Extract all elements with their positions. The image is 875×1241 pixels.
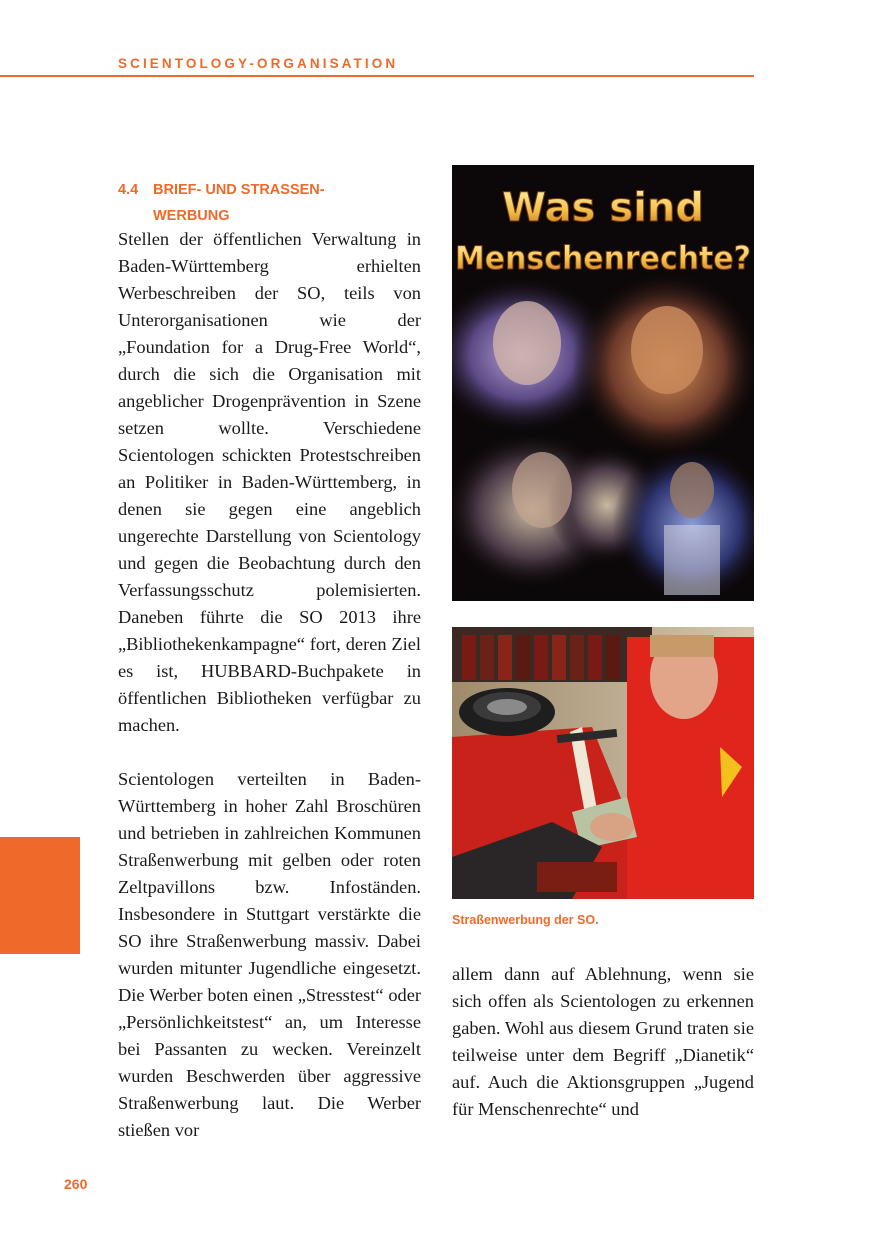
poster-photo — [452, 165, 754, 601]
figure-caption: Straßenwerbung der SO. — [452, 913, 599, 927]
right-column — [452, 961, 754, 1123]
header-rule — [0, 75, 754, 77]
poster-illustration — [452, 165, 754, 601]
paragraph-3: allem dann auf Ablehnung, wenn sie sich offen als Scientologen zu erkennen gaben. Wohl aus diesem Grund traten sie teilweise unter dem Begriff „Dianetik“ auf. Auch die Aktionsgruppen „Jugend für Menschenrechte“ und — [452, 964, 754, 1119]
poster-title-line-1: Was sind — [501, 185, 705, 231]
paragraph-1: Stellen der öffentlichen Verwaltung in Baden-Württemberg erhielten Werbeschreiben der SO, teils von Unterorganisationen wie der „Foundation for a Drug-Free World“, durch die sich die Organisation mit angeblicher Drogenprävention in Szene setzen wollte. Verschiedene Scientologen schickten Protestschreiben an Politiker in Baden-Württemberg, in denen sie gegen eine angeblich ungerechte Darstellung von Scientology und gegen die Beobachtung durch den Verfassungsschutz polemisierten. Daneben führte die SO 2013 ihre „Bibliothekenkampagne“ fort, deren Ziel es ist, HUBBARD-Buchpakete in öffentlichen Bibliotheken verfügbar zu machen. — [118, 229, 421, 735]
section-heading — [118, 177, 428, 229]
section-title-2: WERBUNG — [153, 208, 230, 224]
left-column — [118, 226, 421, 1144]
street-stand-photo — [452, 627, 754, 899]
poster-title-line-2: Menschenrechte? — [455, 239, 751, 277]
street-stand-illustration — [452, 627, 754, 899]
page-number: 260 — [64, 1176, 88, 1192]
section-heading-line-1 — [118, 177, 428, 203]
section-title-1: BRIEF- UND STRASSEN- — [153, 182, 325, 198]
section-number: 4.4 — [118, 182, 139, 198]
chapter-side-tab — [0, 837, 80, 954]
running-title: SCIENTOLOGY-ORGANISATION — [118, 56, 399, 71]
paragraph-2: Scientologen verteilten in Baden-Württemberg in hoher Zahl Broschüren und betrieben in zahlreichen Kommunen Straßenwerbung mit gelben oder roten Zeltpavillons bzw. Infoständen. Insbesondere in Stuttgart verstärkte die SO ihre Straßenwerbung massiv. Dabei wurden mitunter Jugendliche eingesetzt. Die Werber boten einen „Stresstest“ oder „Persönlichkeitstest“ an, um Interesse bei Passanten zu wecken. Vereinzelt wurden Beschwerden über aggressive Straßenwerbung laut. Die Werber stießen vor — [118, 769, 421, 1140]
